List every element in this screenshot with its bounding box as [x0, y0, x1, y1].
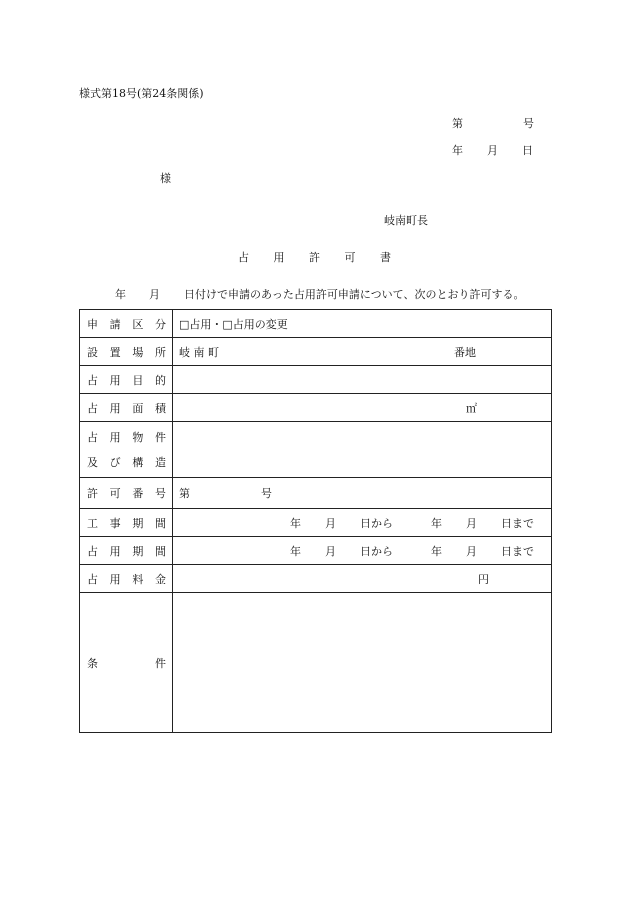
- title-char: 可: [344, 251, 356, 264]
- value-fee[interactable]: [173, 565, 552, 593]
- occupancy-start-year: 年: [290, 544, 301, 558]
- row-conditions: [80, 593, 552, 733]
- label-category: 申 請 区 分: [80, 310, 173, 338]
- value-area[interactable]: [173, 394, 552, 422]
- row-structure: [80, 422, 552, 478]
- construction-end-month: 月: [466, 516, 477, 530]
- occupancy-end-month: 月: [466, 544, 477, 558]
- title-char: 占: [238, 251, 249, 264]
- construction-start-day: 日から: [360, 516, 393, 530]
- value-category[interactable]: [173, 310, 552, 338]
- occupancy-end-day: 日まで: [501, 544, 534, 558]
- category-options: □占用・□占用の変更: [179, 317, 288, 331]
- row-category: [80, 310, 552, 338]
- construction-end-day: 日まで: [501, 516, 534, 530]
- value-permit-no[interactable]: [173, 478, 552, 509]
- number-go: 号: [523, 117, 534, 130]
- value-location[interactable]: [173, 338, 552, 366]
- number-dai: 第: [452, 117, 463, 130]
- row-construction-period: [80, 509, 552, 537]
- row-location: [80, 338, 552, 366]
- row-purpose: [80, 366, 552, 394]
- fee-unit: 円: [478, 572, 489, 586]
- title-char: 用: [273, 251, 285, 264]
- label-area: 占 用 面 積: [80, 394, 173, 422]
- construction-start-month: 月: [325, 516, 336, 530]
- value-structure[interactable]: [173, 422, 552, 478]
- intro-text: 日付けで申請のあった占用許可申請について、次のとおり許可する。: [184, 288, 525, 301]
- issuer: 岐南町長: [384, 214, 428, 227]
- label-purpose: 占 用 目 的: [80, 366, 173, 394]
- occupancy-start-day: 日から: [360, 544, 393, 558]
- date-year: 年: [452, 144, 463, 157]
- occupancy-end-year: 年: [431, 544, 442, 558]
- row-occupancy-period: [80, 537, 552, 565]
- construction-start-year: 年: [290, 516, 301, 530]
- date-day: 日: [522, 144, 533, 157]
- label-occupancy-period: 占 用 期 間: [80, 537, 173, 565]
- location-banchi: 番地: [454, 345, 476, 359]
- label-permit-no: 許 可 番 号: [80, 478, 173, 509]
- intro-year: 年: [115, 288, 126, 301]
- document-title: [238, 249, 391, 265]
- label-construction-period: 工 事 期 間: [80, 509, 173, 537]
- label-structure: 占 用 物 件 及 び 構 造: [80, 422, 173, 478]
- value-conditions[interactable]: [173, 593, 552, 733]
- value-purpose[interactable]: [173, 366, 552, 394]
- value-construction-period[interactable]: [173, 509, 552, 537]
- label-conditions: 条 件: [80, 593, 173, 733]
- row-fee: [80, 565, 552, 593]
- intro-month: 月: [149, 288, 160, 301]
- date-month: 月: [487, 144, 498, 157]
- location-town: 岐 南 町: [179, 345, 219, 359]
- permit-dai: 第: [179, 487, 190, 500]
- label-fee: 占 用 料 金: [80, 565, 173, 593]
- value-occupancy-period[interactable]: [173, 537, 552, 565]
- permit-go: 号: [261, 487, 272, 500]
- title-char: 書: [380, 251, 391, 264]
- permit-table: [79, 309, 552, 733]
- label-location: 設 置 場 所: [80, 338, 173, 366]
- title-char: 許: [309, 251, 320, 264]
- area-unit: ㎡: [466, 401, 477, 415]
- construction-end-year: 年: [431, 516, 442, 530]
- row-area: [80, 394, 552, 422]
- form-number: 様式第18号(第24条関係): [79, 87, 204, 100]
- addressee-sama: 様: [160, 172, 171, 185]
- row-permit-no: [80, 478, 552, 509]
- occupancy-start-month: 月: [325, 544, 336, 558]
